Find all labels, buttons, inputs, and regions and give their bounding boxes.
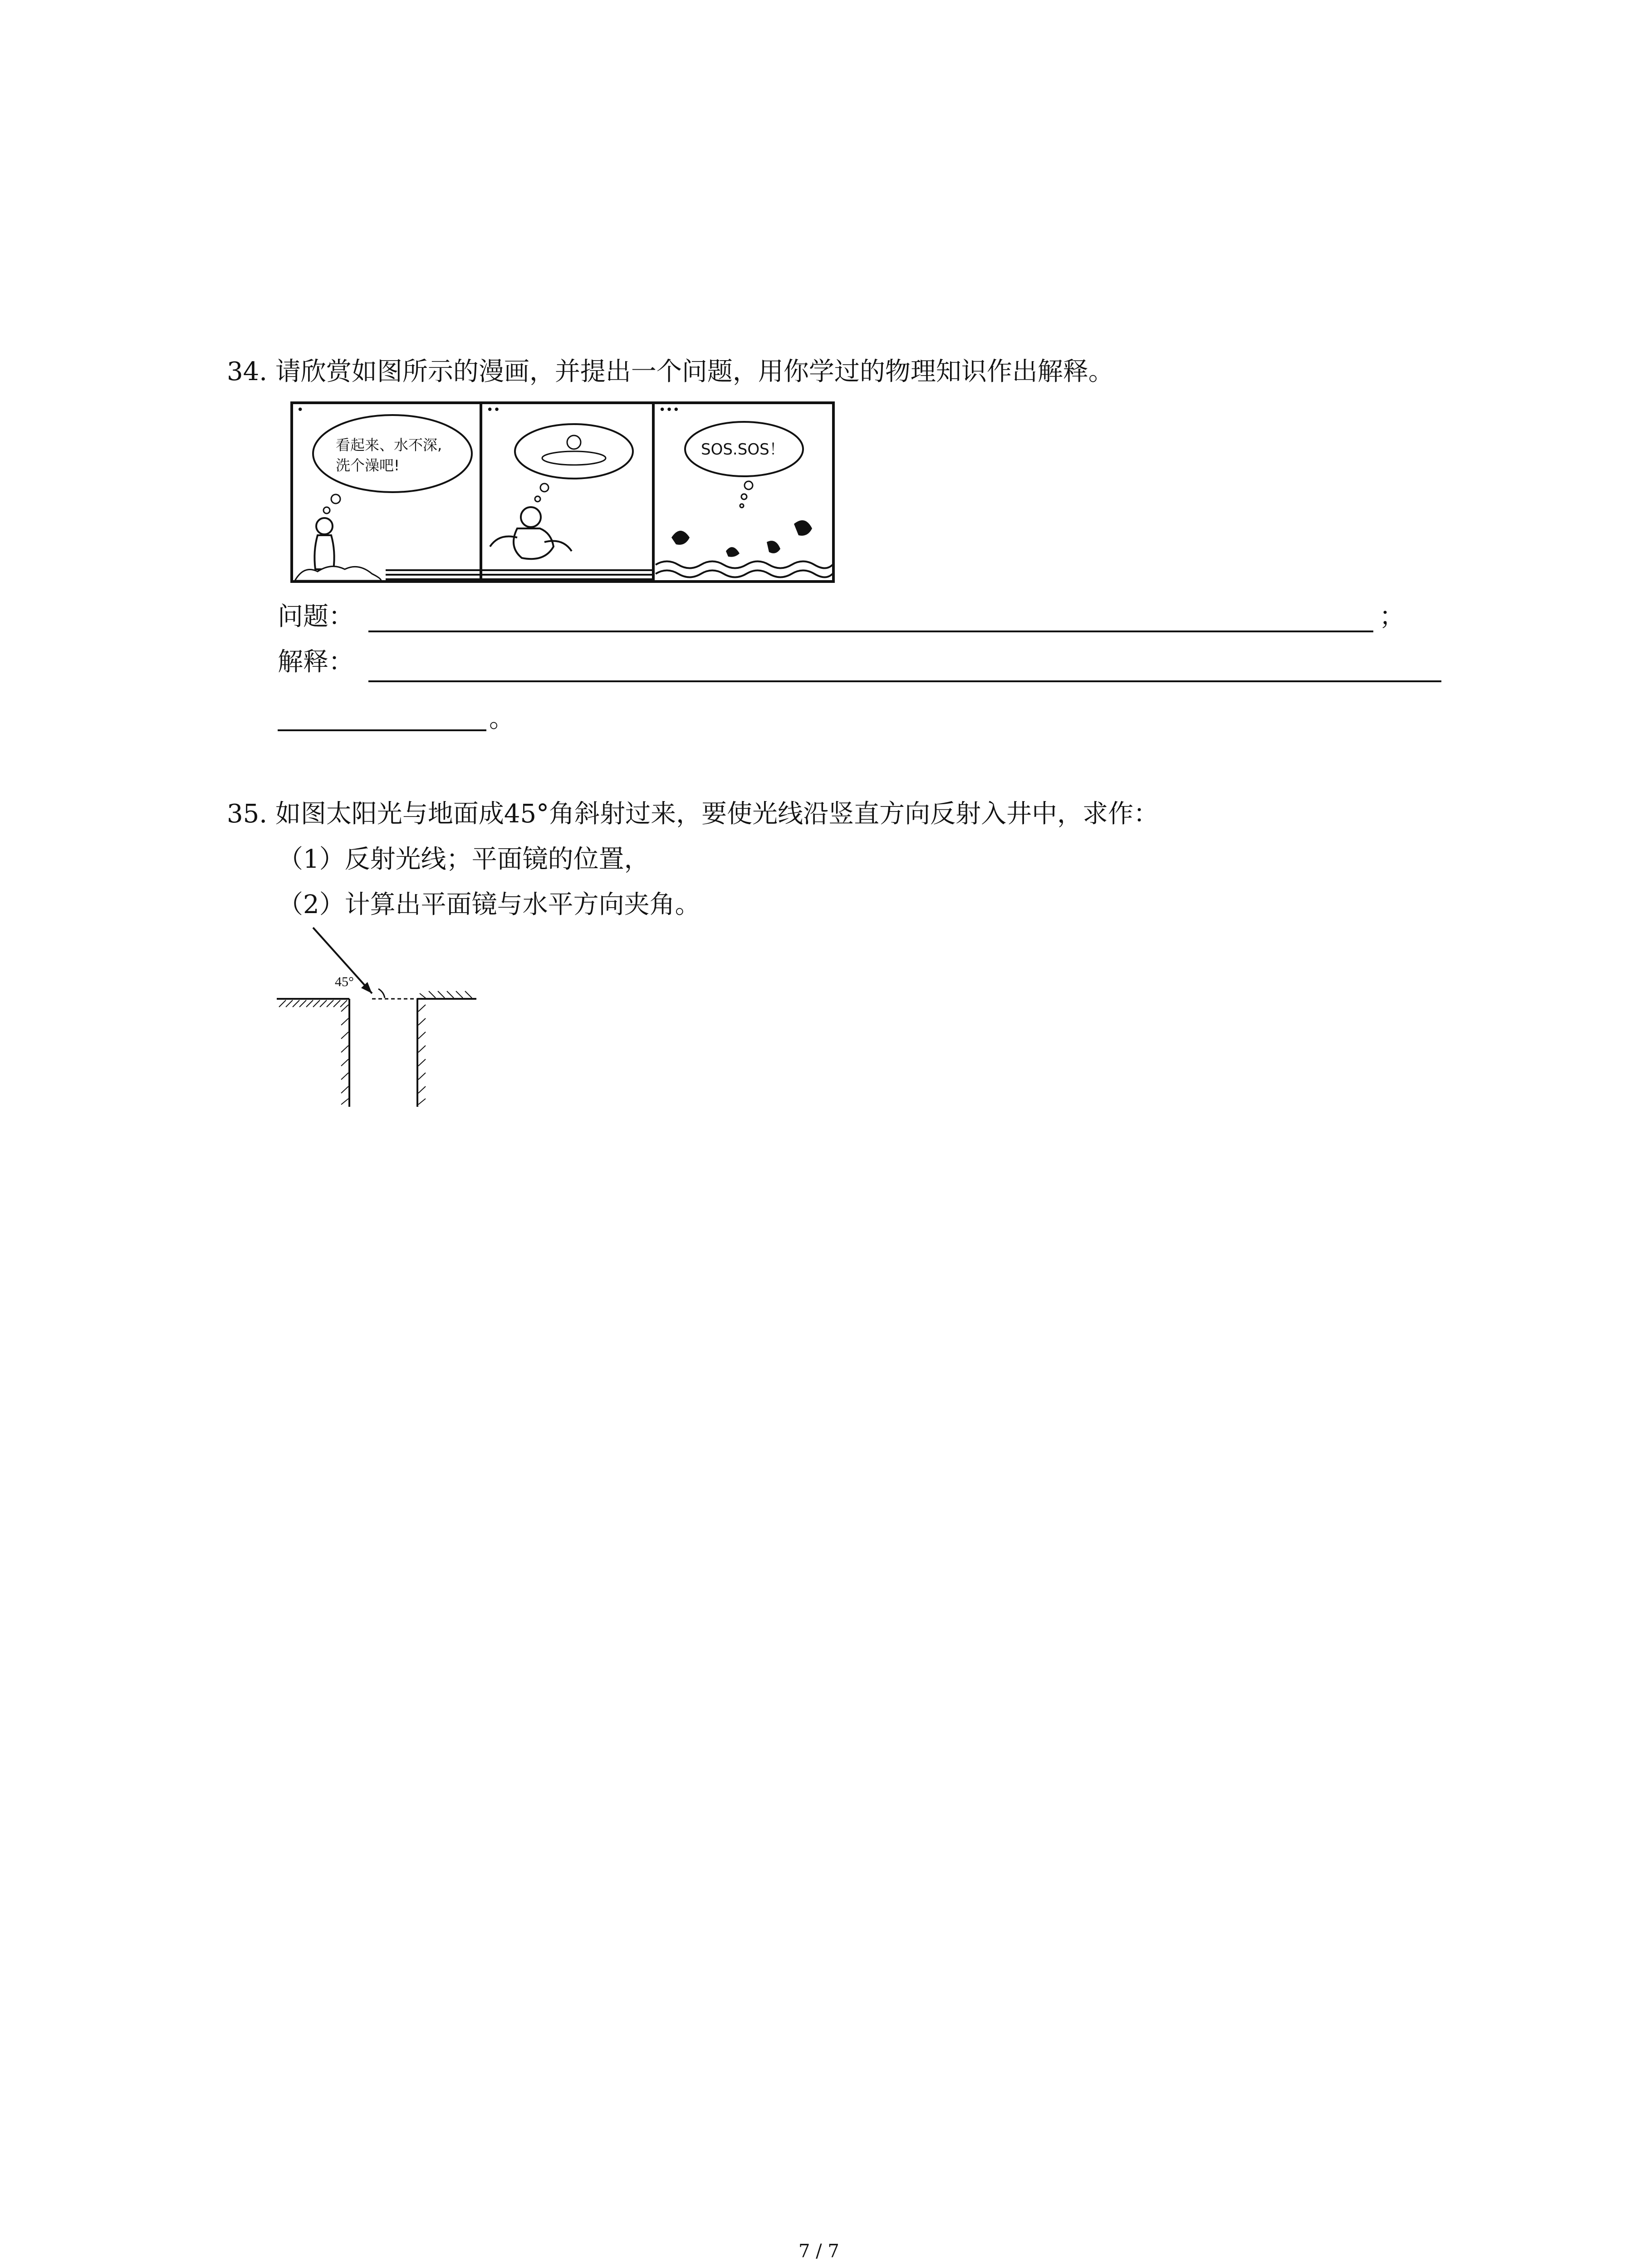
well-figure: [277, 921, 481, 1111]
panel-3-marker: •••: [659, 403, 680, 417]
panel-2-marker: ••: [486, 403, 500, 417]
question-34-text: 34. 请欣赏如图所示的漫画，并提出一个问题，用你学过的物理知识作出解释。: [227, 357, 1114, 386]
question-35-text: 35. 如图太阳光与地面成45°角斜射过来，要使光线沿竖直方向反射入井中，求作：: [227, 799, 1159, 829]
panel-3-bubble-text: SOS.SOS！: [701, 440, 785, 459]
right-wall-hatching: [418, 1005, 426, 1105]
question-answer-line[interactable]: [368, 631, 1373, 632]
angle-arc: [378, 989, 385, 998]
well-diagram: [277, 921, 481, 1111]
panel-1-marker: •: [297, 403, 304, 417]
panel-1-bubble-line-1: 看起来、水不深,: [336, 436, 442, 454]
explain-end-mark: 。: [489, 704, 514, 733]
angle-label: 45°: [335, 974, 354, 989]
comic-strip: [290, 401, 835, 583]
panel-1-bubble-line-2: 洗个澡吧!: [336, 457, 400, 474]
comic-illustration: [290, 401, 835, 583]
explain-answer-line-1[interactable]: [368, 680, 1441, 682]
right-ground-hatching: [420, 991, 472, 999]
page-number: 7 / 7: [798, 2241, 839, 2262]
left-wall-hatching: [341, 1005, 348, 1105]
explain-label: 解释：: [278, 647, 354, 677]
question-label: 问题：: [278, 602, 354, 631]
left-ground-hatching: [279, 1000, 347, 1007]
question-end-mark: ；: [1379, 602, 1405, 631]
explain-answer-line-2[interactable]: [278, 729, 486, 731]
question-35-part-2: （2）计算出平面镜与水平方向夹角。: [278, 890, 700, 919]
question-35-part-1: （1）反射光线；平面镜的位置，: [278, 845, 650, 874]
